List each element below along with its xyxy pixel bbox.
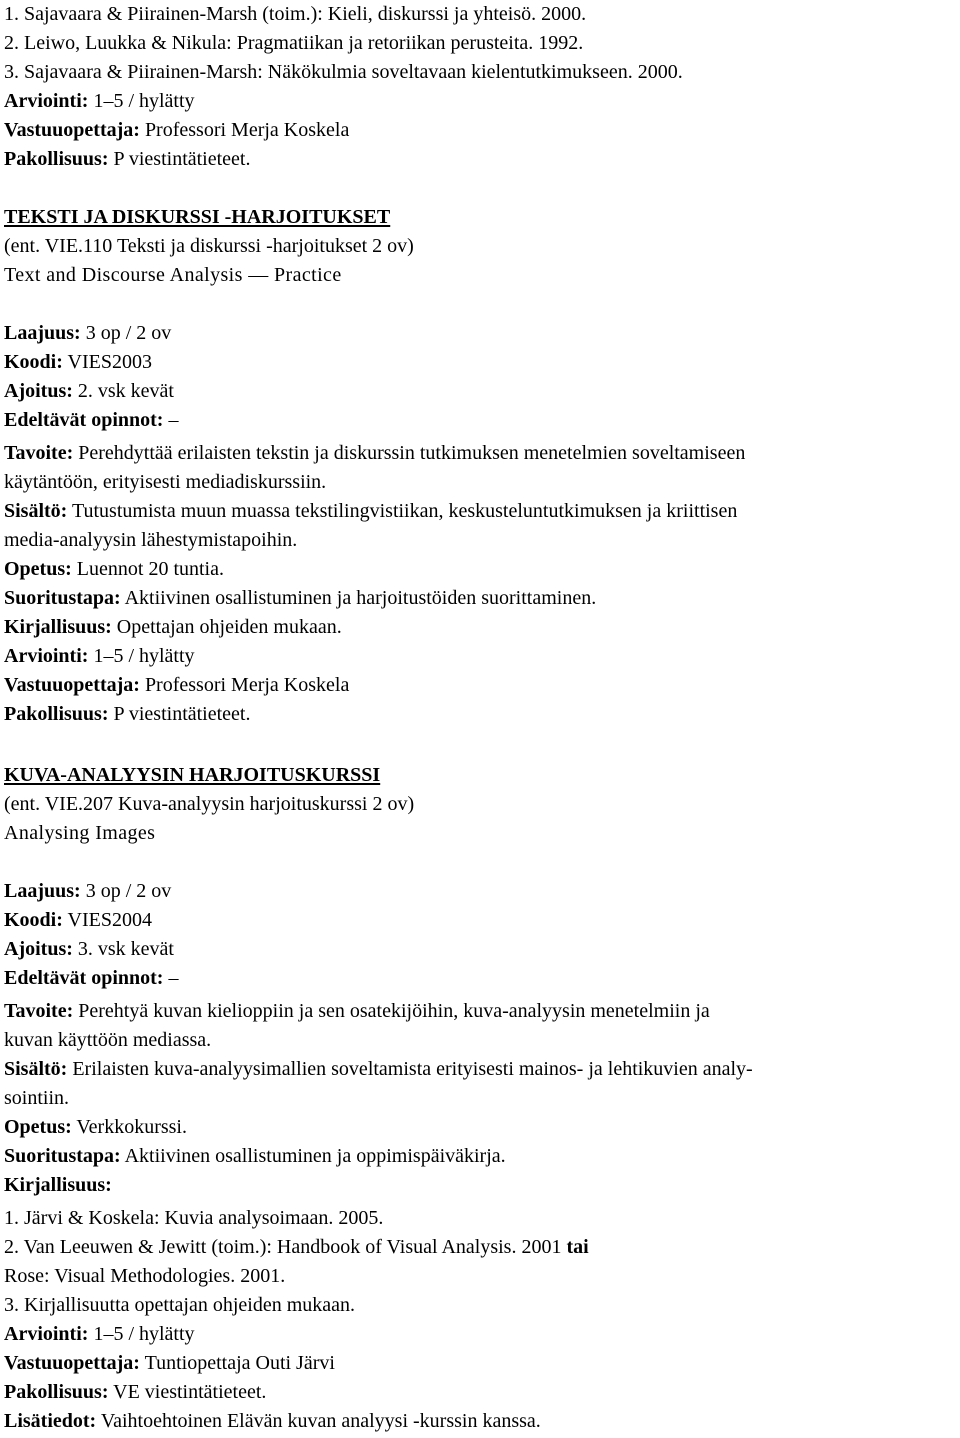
- opetus-row: [4, 555, 224, 584]
- field-label: Edeltävät opinnot:: [4, 409, 164, 431]
- field-label: Edeltävät opinnot:: [4, 967, 164, 989]
- field-value: 1–5 / hylätty: [88, 90, 195, 112]
- field-label: Arviointi:: [4, 90, 89, 112]
- sisalto-row: [4, 497, 737, 526]
- course-heading: KUVA-ANALYYSIN HARJOITUSKURSSI: [4, 764, 381, 786]
- edeltavat-row: [4, 964, 178, 993]
- field-value: Professori Merja Koskela: [139, 674, 350, 696]
- field-value: VIES2004: [62, 909, 152, 931]
- literature-text: 1. Sajavaara & Piirainen-Marsh (toim.): Kieli, diskurssi ja yhteisö. 2000.: [4, 3, 587, 25]
- sisalto-row: [4, 1055, 753, 1084]
- field-value: Perehdyttää erilaisten tekstin ja diskurssin tutkimuksen menetelmien soveltamiseen: [73, 442, 746, 464]
- field-value: Erilaisten kuva-analyysimallien soveltamista erityisesti mainos- ja lehtikuvien analy-: [67, 1058, 753, 1080]
- field-label: Opetus:: [4, 558, 72, 580]
- pakollisuus-row: [4, 145, 251, 174]
- ajoitus-row: [4, 935, 174, 964]
- course-former-code: (ent. VIE.110 Teksti ja diskurssi -harjoitukset 2 ov): [4, 235, 414, 257]
- field-label: Ajoitus:: [4, 938, 73, 960]
- field-value: 1–5 / hylätty: [88, 645, 195, 667]
- tavoite-row-cont: käytäntöön, erityisesti mediadiskurssiin.: [4, 471, 327, 493]
- literature-item-2: [4, 1233, 589, 1262]
- field-label: Lisätiedot:: [4, 1410, 97, 1432]
- field-label: Suoritustapa:: [4, 1145, 121, 1167]
- field-label: Sisältö:: [4, 500, 68, 522]
- field-label: Laajuus:: [4, 880, 81, 902]
- field-value: Verkkokurssi.: [71, 1116, 187, 1138]
- edeltavat-row: [4, 406, 178, 435]
- field-label: Ajoitus:: [4, 380, 73, 402]
- field-label: Kirjallisuus:: [4, 616, 112, 638]
- course-english-title: Text and Discourse Analysis — Practice: [4, 264, 342, 286]
- literature-alternative-word: tai: [566, 1236, 589, 1258]
- vastuuopettaja-row: [4, 671, 349, 700]
- opetus-row: [4, 1113, 187, 1142]
- field-label: Tavoite:: [4, 442, 74, 464]
- suoritustapa-row: [4, 584, 596, 613]
- literature-item-2-cont: Rose: Visual Methodologies. 2001.: [4, 1265, 286, 1287]
- lisatiedot-row: [4, 1407, 541, 1436]
- literature-item-1: [4, 0, 586, 29]
- vastuuopettaja-row: [4, 116, 349, 145]
- field-value: Tuntiopettaja Outi Järvi: [139, 1352, 335, 1374]
- pakollisuus-row: [4, 700, 251, 729]
- literature-item-3: [4, 58, 683, 87]
- field-label: Vastuuopettaja:: [4, 1352, 140, 1374]
- field-label: Pakollisuus:: [4, 703, 109, 725]
- literature-item-3: 3. Kirjallisuutta opettajan ohjeiden mukaan.: [4, 1294, 356, 1316]
- field-value: 3. vsk kevät: [72, 938, 174, 960]
- suoritustapa-row: [4, 1142, 506, 1171]
- field-label: Suoritustapa:: [4, 587, 121, 609]
- field-value: P viestintätieteet.: [108, 703, 251, 725]
- course-heading: TEKSTI JA DISKURSSI -HARJOITUKSET: [4, 206, 391, 228]
- field-value: VIES2003: [62, 351, 152, 373]
- literature-item-1: 1. Järvi & Koskela: Kuvia analysoimaan. 2005.: [4, 1207, 384, 1229]
- field-value: Tutustumista muun muassa tekstilingvistiikan, keskusteluntutkimuksen ja kriittisen: [67, 500, 738, 522]
- pakollisuus-row: [4, 1378, 266, 1407]
- vastuuopettaja-row: [4, 1349, 335, 1378]
- literature-text: 2. Leiwo, Luukka & Nikula: Pragmatiikan ja retoriikan perusteita. 1992.: [4, 32, 584, 54]
- koodi-row: [4, 348, 152, 377]
- field-value: Professori Merja Koskela: [139, 119, 350, 141]
- tavoite-row-cont: kuvan käyttöön mediassa.: [4, 1029, 212, 1051]
- field-value: –: [163, 409, 179, 431]
- field-value: Aktiivinen osallistuminen ja harjoitustöiden suorittaminen.: [120, 587, 597, 609]
- field-value: Vaihtoehtoinen Elävän kuvan analyysi -kurssin kanssa.: [96, 1410, 541, 1432]
- arviointi-row: [4, 642, 195, 671]
- field-label: Opetus:: [4, 1116, 72, 1138]
- field-label: Vastuuopettaja:: [4, 674, 140, 696]
- field-value: –: [163, 967, 179, 989]
- sisalto-row-cont: sointiin.: [4, 1087, 70, 1109]
- field-label: Arviointi:: [4, 645, 89, 667]
- field-label: Tavoite:: [4, 1000, 74, 1022]
- field-value: Opettajan ohjeiden mukaan.: [111, 616, 342, 638]
- laajuus-row: [4, 319, 171, 348]
- field-value: Luennot 20 tuntia.: [71, 558, 224, 580]
- field-label: Pakollisuus:: [4, 148, 109, 170]
- sisalto-row-cont: media-analyysin lähestymistapoihin.: [4, 529, 298, 551]
- field-label: Vastuuopettaja:: [4, 119, 140, 141]
- field-label: Arviointi:: [4, 1323, 89, 1345]
- field-label: Koodi:: [4, 909, 63, 931]
- kirjallisuus-label: Kirjallisuus:: [4, 1174, 112, 1196]
- arviointi-row: [4, 1320, 195, 1349]
- literature-item-2: [4, 29, 583, 58]
- ajoitus-row: [4, 377, 174, 406]
- course-former-code: (ent. VIE.207 Kuva-analyysin harjoituskurssi 2 ov): [4, 793, 415, 815]
- tavoite-row: [4, 997, 710, 1026]
- laajuus-row: [4, 877, 171, 906]
- arviointi-row: [4, 87, 195, 116]
- field-label: Laajuus:: [4, 322, 81, 344]
- field-label: Pakollisuus:: [4, 1381, 109, 1403]
- field-value: 3 op / 2 ov: [80, 322, 172, 344]
- course-english-title: Analysing Images: [4, 822, 156, 844]
- literature-text: 3. Sajavaara & Piirainen-Marsh: Näkökulmia soveltavaan kielentutkimukseen. 2000.: [4, 61, 683, 83]
- field-value: 1–5 / hylätty: [88, 1323, 195, 1345]
- field-label: Sisältö:: [4, 1058, 68, 1080]
- field-value: Perehtyä kuvan kielioppiin ja sen osatekijöihin, kuva-analyysin menetelmiin ja: [73, 1000, 710, 1022]
- field-value: Aktiivinen osallistuminen ja oppimispäiväkirja.: [120, 1145, 506, 1167]
- field-value: P viestintätieteet.: [108, 148, 251, 170]
- field-label: Koodi:: [4, 351, 63, 373]
- koodi-row: [4, 906, 152, 935]
- kirjallisuus-row: [4, 613, 342, 642]
- field-value: VE viestintätieteet.: [108, 1381, 267, 1403]
- tavoite-row: [4, 439, 745, 468]
- field-value: 2. vsk kevät: [72, 380, 174, 402]
- literature-text: 2. Van Leeuwen & Jewitt (toim.): Handbook of Visual Analysis. 2001: [4, 1236, 567, 1258]
- field-value: 3 op / 2 ov: [80, 880, 172, 902]
